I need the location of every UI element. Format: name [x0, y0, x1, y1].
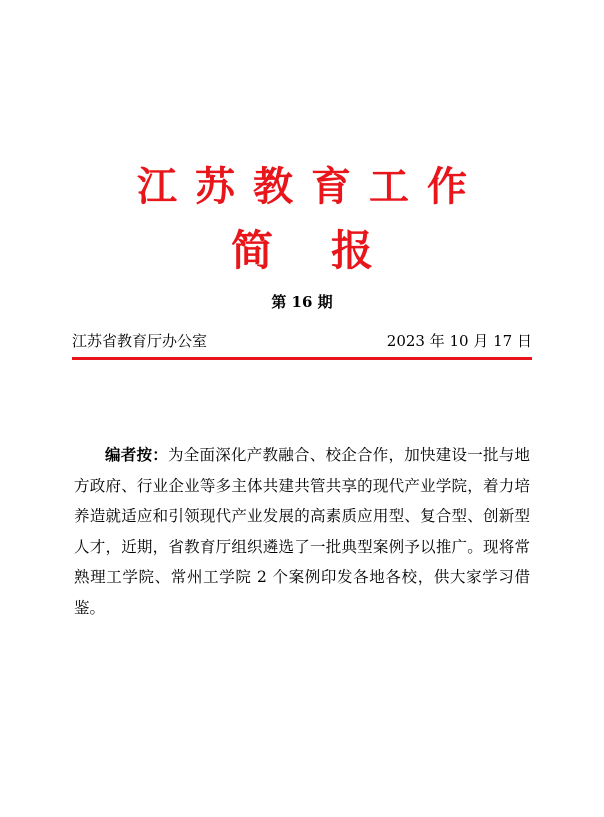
- editor-note-label: 编者按：: [105, 445, 168, 464]
- editor-note-paragraph: [74, 440, 530, 623]
- editor-note-text: 为全面深化产教融合、校企合作，加快建设一批与地方政府、行业企业等多主体共建共管共享的现代产业学院，着力培养造就适应和引领现代产业发展的高素质应用型、复合型、创新型人才，近期，省教育厅组织遴选了一批典型案例予以推广。现将常熟理工学院、常州工学院 2 个案例印发各地各校，供大家学习借鉴。: [74, 446, 530, 617]
- masthead-title: 江苏教育工作: [137, 163, 485, 210]
- masthead-subtitle: 简报: [230, 226, 431, 275]
- issuing-office: 江苏省教育厅办公室: [72, 332, 208, 350]
- issue-number: 第 16 期: [271, 293, 333, 311]
- issue-date: 2023 年 10 月 17 日: [386, 332, 532, 350]
- meta-row: [72, 331, 532, 351]
- red-divider: [72, 357, 532, 360]
